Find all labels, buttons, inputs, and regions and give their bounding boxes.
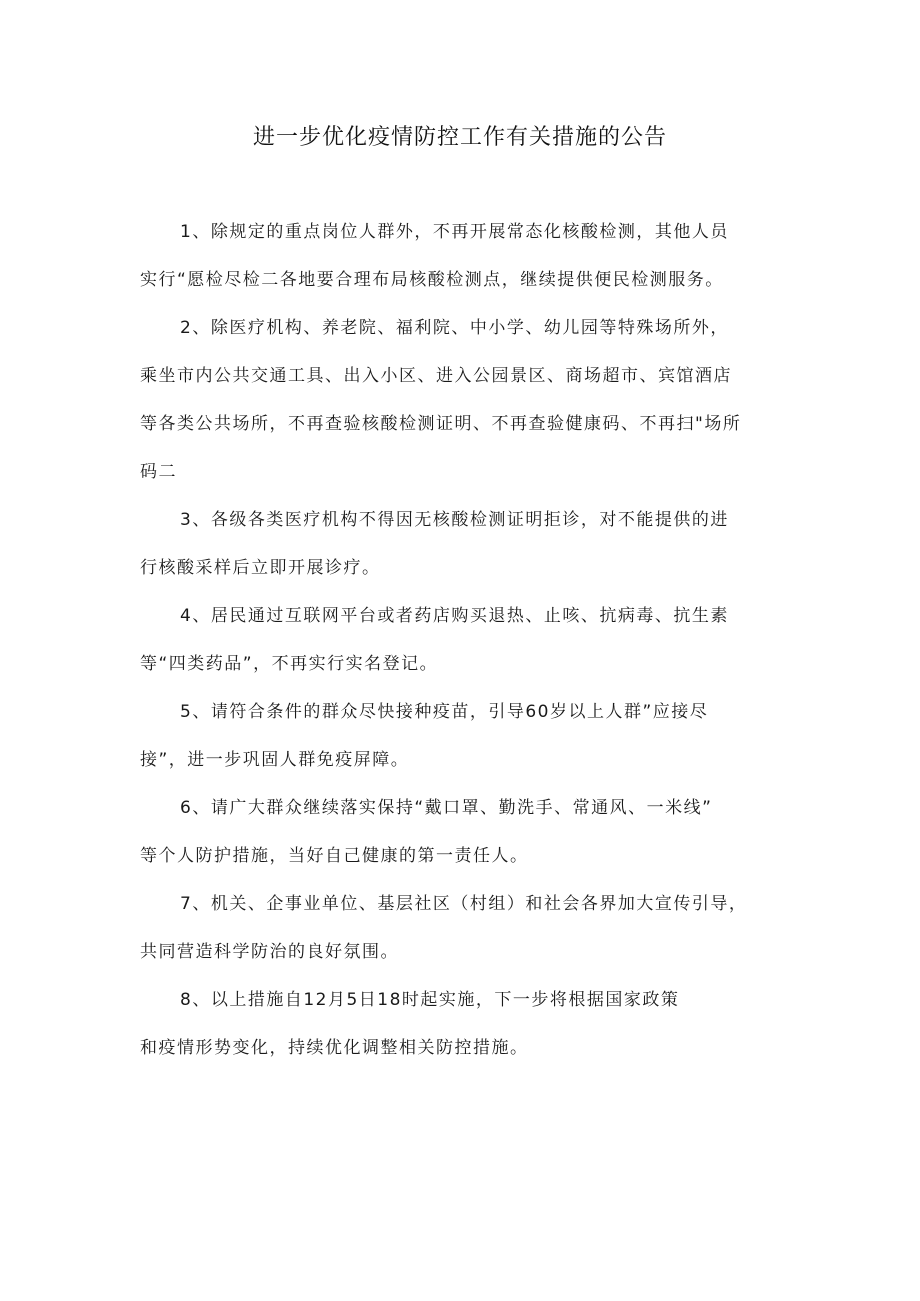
paragraph-line: 等各类公共场所，不再查验核酸检测证明、不再查验健康码、不再扫"场所 [140, 414, 742, 434]
paragraph-line: 5、请符合条件的群众尽快接种疫苗，引导60岁以上人群”应接尽 [180, 702, 709, 722]
document-body [140, 208, 785, 1080]
paragraph-3 [140, 496, 785, 592]
paragraph-8 [140, 976, 785, 1072]
paragraph-line: 码二 [140, 462, 177, 482]
paragraph-7 [140, 880, 785, 976]
document-title: 进一步优化疫情防控工作有关措施的公告 [252, 125, 667, 150]
paragraph-line: 共同营造科学防治的良好氛围。 [140, 942, 399, 962]
paragraph-line: 6、请广大群众继续落实保持“戴口罩、勤洗手、常通风、一米线” [180, 798, 713, 818]
paragraph-line: 等个人防护措施，当好自己健康的第一责任人。 [140, 846, 529, 866]
paragraph-line: 7、机关、企事业单位、基层社区（村组）和社会各界加大宣传引导， [180, 894, 748, 914]
paragraph-line: 乘坐市内公共交通工具、出入小区、进入公园景区、商场超市、宾馆酒店 [140, 366, 732, 386]
paragraph-line: 实行“愿检尽检二各地要合理布局核酸检测点，继续提供便民检测服务。 [140, 270, 724, 290]
paragraph-line: 和疫情形势变化，持续优化调整相关防控措施。 [140, 1038, 529, 1058]
paragraph-line: 1、除规定的重点岗位人群外，不再开展常态化核酸检测，其他人员 [180, 222, 729, 242]
paragraph-line: 行核酸采样后立即开展诊疗。 [140, 558, 381, 578]
paragraph-4 [140, 592, 785, 688]
paragraph-line: 接”，进一步巩固人群免疫屏障。 [140, 750, 410, 770]
paragraph-line: 等“四类药品”，不再实行实名登记。 [140, 654, 439, 674]
paragraph-5 [140, 688, 785, 784]
paragraph-line: 3、各级各类医疗机构不得因无核酸检测证明拒诊，对不能提供的进 [180, 510, 729, 530]
paragraph-line: 2、除医疗机构、养老院、福利院、中小学、幼儿园等特殊场所外， [180, 318, 729, 338]
paragraph-1 [140, 208, 785, 304]
paragraph-2 [140, 304, 785, 496]
paragraph-line: 8、以上措施自12月5日18时起实施，下一步将根据国家政策 [180, 990, 680, 1010]
paragraph-line: 4、居民通过互联网平台或者药店购买退热、止咳、抗病毒、抗生素 [180, 606, 729, 626]
paragraph-6 [140, 784, 785, 880]
